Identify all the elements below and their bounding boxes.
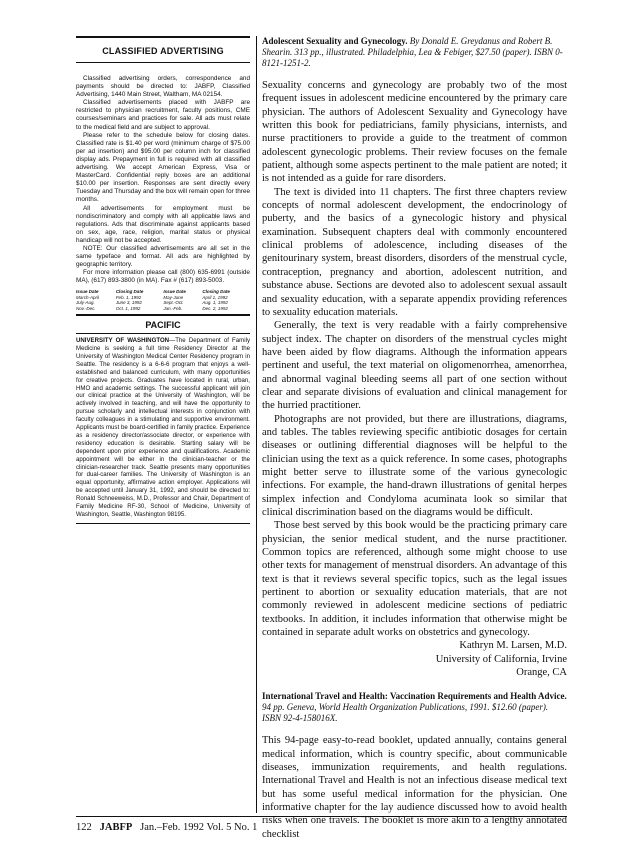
review-paragraph: Generally, the text is very readable with a fairly comprehensive subject index. The chapter on disorders of the menstrual cycles might have been aided by flow diagrams. Although the information appears pertinent and useful, the text material on oligomenorrhea, amenorrhea, and abnormal vaginal bleeding seems all part of one section without clear and separate divisions of evaluation and clinical management for the hurried practitioner.: [262, 320, 567, 412]
table-cell: June 3, 1992: [115, 300, 142, 306]
column-divider: [256, 36, 257, 813]
table-header: Closing Date: [115, 289, 144, 295]
classified-paragraph: NOTE: Our classified advertisements are all set in the same typeface and format. All ads are highlighted by geographic territory.: [76, 244, 250, 269]
reviewer-location: Orange, CA: [516, 667, 567, 679]
table-header: Issue Date: [76, 289, 99, 295]
table-cell: May-June: [163, 294, 184, 300]
classified-paragraph: For more information please call (800) 635-6991 (outside MA), (617) 893-3800 (in MA). Fax # (617) 893-5003.: [76, 269, 250, 285]
review-paragraph: This 94-page easy-to-read booklet, updated annually, contains general medical information, which is country specific, about communicable diseases, immunization requirements, and health regulations. International Travel and Health is not an infectious disease medical text but has some useful medical information for the physician. One informative chapter for the lay audience discussed how to avoid health risks when one travels. The booklet is more akin to a lengthy annotated checklist: [262, 735, 567, 840]
reviewer-affiliation: University of California, Irvine: [435, 653, 567, 665]
book-title: Adolescent Sexuality and Gynecology.: [262, 36, 408, 46]
classified-heading: CLASSIFIED ADVERTISING: [102, 46, 224, 56]
reviewer-name: Kathryn M. Larsen, M.D.: [459, 640, 567, 652]
divider: [76, 314, 250, 316]
divider: [76, 36, 250, 38]
table-cell: July-Aug.: [76, 300, 95, 306]
table-cell: April 1, 1992: [202, 294, 228, 300]
deadline-table: [76, 289, 250, 311]
divider: [76, 523, 250, 524]
divider: [76, 62, 250, 63]
table-cell: Jan.-Feb.: [163, 305, 183, 311]
book-details: By Donald E. Greydanus and Robert B. Shearin. 313 pp., illustrated. Philadelphia, Lea & Febiger, $27.50 (paper). ISBN 0-8121-1251-2.: [262, 36, 563, 68]
pacific-heading: PACIFIC: [145, 320, 181, 331]
journal-name: JABFP: [99, 822, 133, 833]
classified-column: [76, 36, 250, 524]
table-row: [76, 306, 250, 311]
page-footer: [76, 822, 257, 833]
reviews-column: [262, 36, 567, 841]
book-citation: [262, 36, 567, 69]
table-cell: Feb. 1, 1992: [115, 294, 142, 300]
table-header: Issue Date: [163, 289, 186, 295]
table-cell: Dec. 2, 1992: [202, 305, 228, 311]
classified-paragraph: All advertisements for employment must be nondiscriminatory and comply with all applicable laws and regulations. Ads that discriminate against applicants based on sex, age, race, religion, marital status or physical handicap will not be accepted.: [76, 204, 250, 244]
issue-info: Jan.–Feb. 1992 Vol. 5 No. 1: [140, 822, 258, 833]
table-cell: Aug. 1, 1992: [202, 300, 228, 306]
classified-paragraph: Please refer to the schedule below for closing dates. Classified rate is $1.40 per word (minimum charge of $75.00 per ad insertion) and $95.00 per column inch for classified display ads. Prepayment in full is required with all classified advertising. We accept American Express, Visa or MasterCard. Confidential reply boxes are an additional $10.00 per insertion. Responses are sent directly every Tuesday and Thursday and the box will remain open for three months.: [76, 131, 250, 204]
footer-rule: [76, 816, 567, 817]
book-citation: [262, 691, 567, 724]
book-details: 94 pp. Geneva, World Health Organization Publications, 1991. $12.60 (paper). ISBN 92-4-158016X.: [262, 702, 549, 724]
classified-paragraph: Classified advertising orders, correspondence and payments should be directed to: JABFP, Classified Advertising, 1440 Main Street, Waltham, MA 02154.: [76, 75, 250, 99]
page-number: 122: [76, 822, 92, 833]
table-cell: March-April: [76, 294, 100, 300]
job-ad: [76, 337, 250, 519]
job-ad-lead: UNIVERSITY OF WASHINGTON: [76, 337, 170, 345]
classified-paragraph: Classified advertisements placed with JABFP are restricted to physician recruitment, faculty positions, CME courses/seminars and practices for sale. All ads must relate to the medical field and are subject to approval.: [76, 99, 250, 131]
table-cell: Sept.-Oct.: [163, 300, 184, 306]
divider: [76, 333, 250, 334]
review-paragraph: Those best served by this book would be the practicing primary care physician, the senior medical student, and the nurse practitioner. Common topics are referenced, although some might choose to use other texts for management of menstrual disorders. An advantage of this text is that it reviews several specific topics, such as the legal issues pertinent to abortion or sexuality education materials, that are not commonly reviewed in adolescent medicine sections of pediatric textbooks. In addition, it includes information that otherwise might be contained in separate adult works on obstetrics and gynecology.: [262, 520, 567, 639]
review-paragraph: Photographs are not provided, but there are illustrations, diagrams, and tables. The tables reviewing specific antibiotic dosages for certain diseases or outlining differential diagnoses will be helpful to the clinician using the text as a quick reference. In some cases, photographs might better serve to illustrate some of the various gynecologic infections. For example, the hand-drawn illustrations of genital herpes simplex infection and Condyloma acuminata look so similar that clinical discrimination based on the diagrams would be difficult.: [262, 413, 567, 518]
table-cell: Nov.-Dec.: [76, 305, 96, 311]
review-paragraph: Sexuality concerns and gynecology are probably two of the most frequent issues in adolescent medicine encountered by the primary care physician. The authors of Adolescent Sexuality and Gynecology have written this book for pediatricians, family physicians, internists, and nurse practitioners to provide a guide to the treatment of common adolescent gynecologic problems. Their review focuses on the female patient, although some aspects pertinent to the male patient are noted; it is not intended as a guide for rare disorders.: [262, 80, 567, 185]
job-ad-body: —The Department of Family Medicine is seeking a full time Residency Director at the University of Washington Medical Center Residency program in Seattle. The residency is a 6-6-6 program that enjoys a well-established and balanced curriculum, with many opportunities for creative projects. Graduates have located in rural, urban, HMO and academic settings. The successful applicant will join our clinical practice at the University of Washington, will be actively involved in teaching, and will have the opportunity to pursue scholarly and intellectual interests in conjunction with faculty colleagues in a stimulating and supportive environment. Applicants must be board-certified in family practice. Experience as a residency director/associate director, or experience with residency education is desirable. Starting salary will be dependent upon prior experience and qualifications. Academic appointment will be either in the clinician-teacher or the clinician-researcher track. Seattle presents many opportunities for dual-career families. The University of Washington is an equal opportunity, affirmative action employer. Applications will be accepted until January 31, 1992, and should be directed to: Ronald Schneeweiss, M.D., Professor and Chair, Department of Family Medicine RF-30, School of Medicine, University of Washington, Seattle, Washington 98195.: [76, 337, 250, 518]
book-title: International Travel and Health: Vaccination Requirements and Health Advice.: [262, 691, 567, 702]
review-paragraph: The text is divided into 11 chapters. The first three chapters review concepts of normal adolescent development, the endocrinology of puberty, and the basics of a gynecologic history and physical examination. Subsequent chapters deal with commonly encountered clinical problems of adolescence, including diseases of the genitourinary system, breast disorders, disorders of the menstrual cycle, contraception, pregnancy and abortion, adolescent nutrition, and substance abuse. Sections are devoted also to adolescent sexual assault and sexuality education, with a separate appendix providing references to sexuality education materials.: [262, 186, 567, 318]
table-cell: Oct. 1, 1992: [115, 305, 141, 311]
table-header: Closing Date: [202, 289, 230, 295]
